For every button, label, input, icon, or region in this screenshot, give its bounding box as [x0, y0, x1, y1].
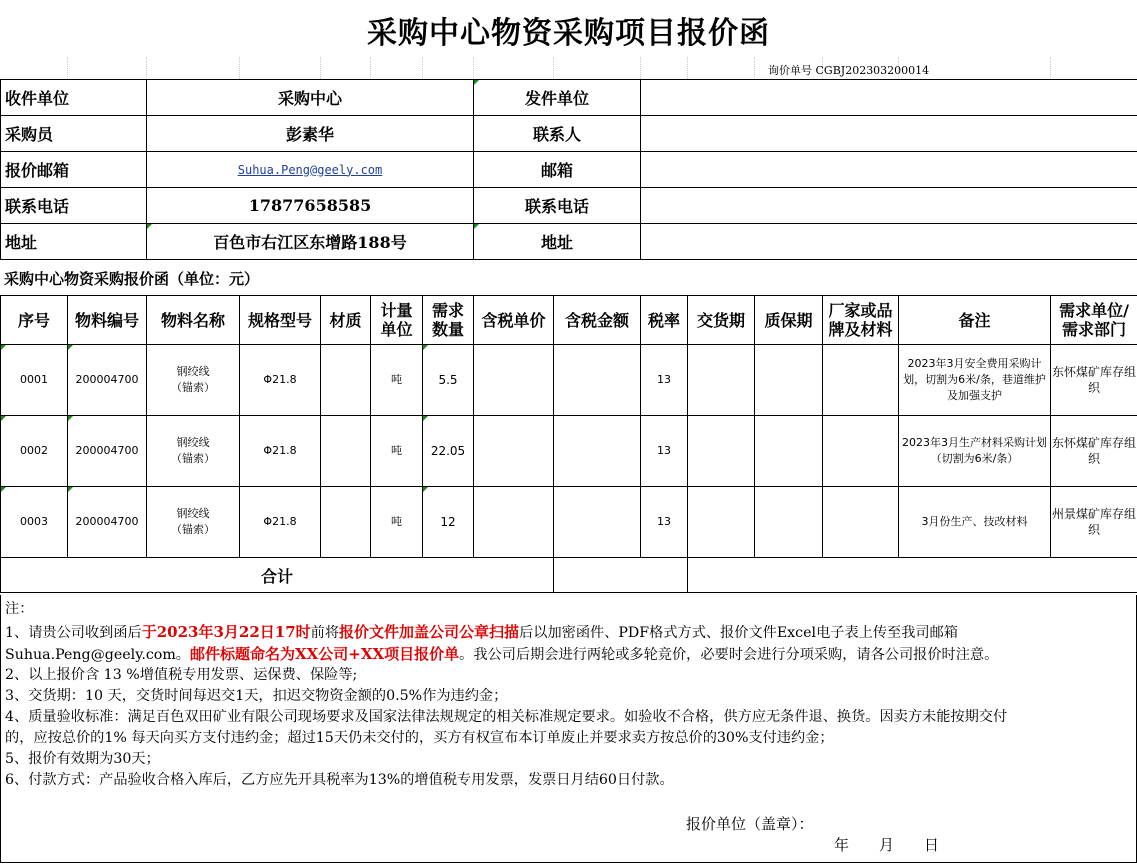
cell-brand[interactable]: [823, 345, 899, 416]
note-1-line-2: Suhua.Peng@geely.com。邮件标题命名为XX公司+XX项目报价单。我公司后期会进行两轮或多轮竞价，必要时会进行分项采购，请各公司报价时注意。: [5, 645, 999, 663]
header-tax: 税率: [641, 296, 688, 345]
address2-label: 地址: [474, 224, 641, 260]
cell-spec: Φ21.8: [240, 487, 321, 558]
date-label: 年 月 日: [834, 836, 940, 854]
receiver-value[interactable]: 采购中心: [147, 80, 474, 116]
phone-value[interactable]: 17877658585: [147, 188, 474, 224]
cell-unit: 吨: [371, 487, 423, 558]
cell-material[interactable]: [321, 345, 371, 416]
signature-label: 报价单位（盖章）：: [686, 815, 814, 833]
address2-value[interactable]: [641, 224, 1137, 260]
note-6: 6、付款方式：产品验收合格入库后，乙方应先开具税率为13%的增值税专用发票，发票日月结60日付款。: [5, 772, 674, 788]
total-label: 合计: [1, 558, 554, 593]
cell-remark: 2023年3月生产材料采购计划（切割为6米/条）: [899, 416, 1051, 487]
header-dept: 需求单位/ 需求部门: [1051, 296, 1137, 345]
header-spec: 规格型号: [240, 296, 321, 345]
total-extra: [688, 558, 1137, 593]
cell-remark: 3月份生产、技改材料: [899, 487, 1051, 558]
receiver-label: 收件单位: [1, 80, 147, 116]
cell-name: 钢绞线 （锚索）: [147, 487, 240, 558]
cell-delivery[interactable]: [688, 345, 755, 416]
cell-tax: 13: [641, 416, 688, 487]
cell-warranty[interactable]: [755, 345, 823, 416]
note-2: 2、以上报价含 13 %增值税专用发票、运保费、保险等;: [5, 667, 358, 683]
cell-delivery[interactable]: [688, 487, 755, 558]
cell-tax: 13: [641, 487, 688, 558]
sender-value[interactable]: [641, 80, 1137, 116]
cell-amount[interactable]: [554, 345, 641, 416]
header-remark: 备注: [899, 296, 1051, 345]
cell-amount[interactable]: [554, 487, 641, 558]
header-amount: 含税金额: [554, 296, 641, 345]
sender-label: 发件单位: [474, 80, 641, 116]
contact-info-table: [0, 79, 1137, 260]
cell-code: 200004700: [68, 487, 147, 558]
note-5: 5、报价有效期为30天；: [5, 751, 160, 767]
email-label: 报价邮箱: [1, 152, 147, 188]
buyer-value[interactable]: 彭素华: [147, 116, 474, 152]
cell-dept: 东怀煤矿库存组织: [1051, 416, 1137, 487]
document-title: 采购中心物资采购项目报价函: [367, 16, 770, 51]
buyer-label: 采购员: [1, 116, 147, 152]
header-brand: 厂家或品 牌及材料: [823, 296, 899, 345]
sheet-gridlines: [0, 57, 1137, 79]
quote-subtitle: 采购中心物资采购报价函（单位：元）: [4, 270, 260, 288]
address-value[interactable]: 百色市右江区东增路188号: [147, 224, 474, 260]
cell-amount[interactable]: [554, 416, 641, 487]
notes-heading: 注：: [5, 601, 34, 617]
cell-delivery[interactable]: [688, 416, 755, 487]
cell-remark: 2023年3月安全费用采购计划，切割为6米/条，巷道维护及加强支护: [899, 345, 1051, 416]
cell-seq: 0002: [1, 416, 68, 487]
header-price: 含税单价: [474, 296, 554, 345]
header-qty: 需求 数量: [423, 296, 474, 345]
items-header-row: [1, 296, 1137, 345]
cell-brand[interactable]: [823, 416, 899, 487]
header-material: 材质: [321, 296, 371, 345]
cell-unit: 吨: [371, 416, 423, 487]
total-amount[interactable]: [554, 558, 688, 593]
header-warranty: 质保期: [755, 296, 823, 345]
email-link[interactable]: Suhua.Peng@geely.com: [147, 152, 474, 188]
cell-warranty[interactable]: [755, 416, 823, 487]
header-delivery: 交货期: [688, 296, 755, 345]
items-table: [0, 295, 1137, 593]
phone2-value[interactable]: [641, 188, 1137, 224]
cell-spec: Φ21.8: [240, 416, 321, 487]
table-row: [1, 487, 1137, 558]
header-name: 物料名称: [147, 296, 240, 345]
inquiry-number: 询价单号 CGBJ202303200014: [768, 64, 930, 77]
contact-value[interactable]: [641, 116, 1137, 152]
cell-material[interactable]: [321, 416, 371, 487]
note-4-line-2: 的，应按总价的1% 每天向买方支付违约金；超过15天仍未交付的，买方有权宣布本订单废止并要求卖方按总价的30%支付违约金；: [5, 730, 834, 746]
cell-price[interactable]: [474, 345, 554, 416]
table-row: [1, 416, 1137, 487]
cell-qty: 5.5: [423, 345, 474, 416]
header-seq: 序号: [1, 296, 68, 345]
phone-label: 联系电话: [1, 188, 147, 224]
cell-spec: Φ21.8: [240, 345, 321, 416]
phone2-label: 联系电话: [474, 188, 641, 224]
cell-code: 200004700: [68, 416, 147, 487]
contact-label: 联系人: [474, 116, 641, 152]
cell-code: 200004700: [68, 345, 147, 416]
cell-warranty[interactable]: [755, 487, 823, 558]
note-1-line-1: 1、请贵公司收到函后于2023年3月22日17时前将报价文件加盖公司公章扫描后以加密函件、PDF格式方式、报价文件Excel电子表上传至我司邮箱: [5, 623, 958, 641]
cell-price[interactable]: [474, 487, 554, 558]
email2-label: 邮箱: [474, 152, 641, 188]
cell-price[interactable]: [474, 416, 554, 487]
cell-brand[interactable]: [823, 487, 899, 558]
cell-qty: 22.05: [423, 416, 474, 487]
cell-dept: 东怀煤矿库存组织: [1051, 345, 1137, 416]
cell-dept: 州景煤矿库存组织: [1051, 487, 1137, 558]
note-4-line-1: 4、质量验收标准：满足百色双田矿业有限公司现场要求及国家法律法规规定的相关标准规定要求。如验收不合格，供方应无条件退、换货。因卖方未能按期交付: [5, 709, 1008, 725]
table-row: [1, 345, 1137, 416]
cell-name: 钢绞线 （锚索）: [147, 416, 240, 487]
header-code: 物料编号: [68, 296, 147, 345]
cell-tax: 13: [641, 345, 688, 416]
address-label: 地址: [1, 224, 147, 260]
note-3: 3、交货期：10 天，交货时间每迟交1天，扣迟交物资金额的0.5%作为违约金；: [5, 688, 508, 704]
cell-unit: 吨: [371, 345, 423, 416]
notes-section: [0, 595, 1137, 863]
email2-value[interactable]: [641, 152, 1137, 188]
cell-seq: 0003: [1, 487, 68, 558]
cell-qty: 12: [423, 487, 474, 558]
cell-name: 钢绞线 （锚索）: [147, 345, 240, 416]
header-unit: 计量 单位: [371, 296, 423, 345]
cell-material[interactable]: [321, 487, 371, 558]
cell-seq: 0001: [1, 345, 68, 416]
total-row: [1, 558, 1137, 593]
